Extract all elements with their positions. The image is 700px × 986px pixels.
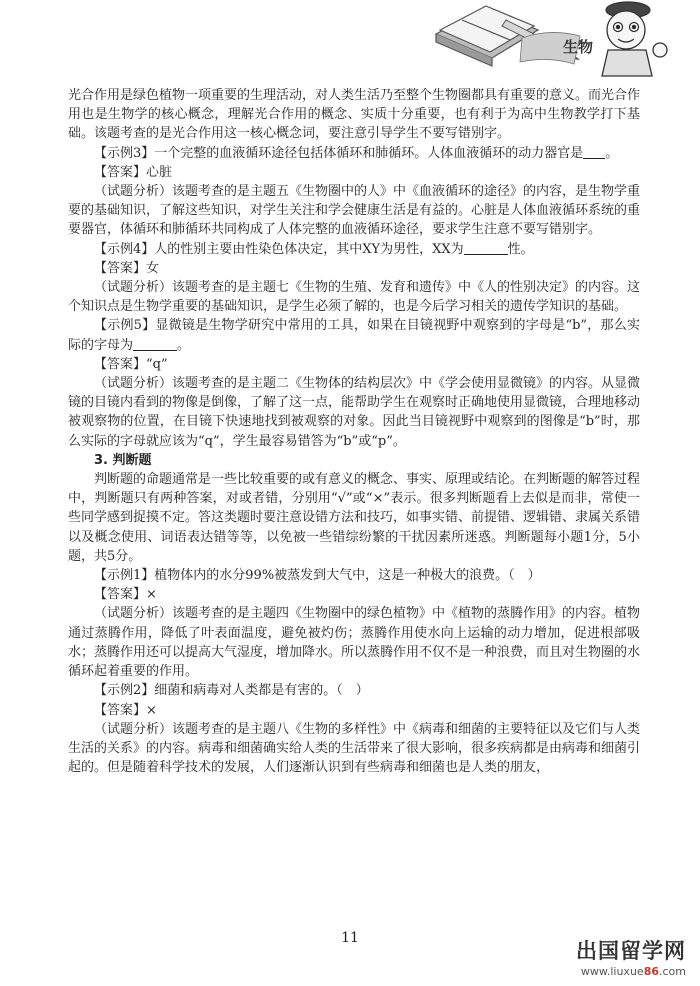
- cartoon-student-icon: [602, 2, 667, 76]
- paragraph: 光合作用是绿色植物一项重要的生理活动，对人类生活乃至整个生物圈都具有重要的意义。而光合作用也是生物学的核心概念，理解光合作用的概念、实质十分重要，也有利于为高中生物教学打下基础。该题考查的是光合作用这一核心概念词，要注意引导学生不要写错别字。: [68, 88, 641, 142]
- section-intro: 判断题的命题通常是一些比较重要的或有意义的概念、事实、原理或结论。在判断题的解答过程中，判断题只有两种答案，对或者错，分别用“√”或“×”表示。很多判断题看上去似是而非，常使一些同学感到捉摸不定。答这类题时要注意设错方法和技巧，如事实错、前提错、逻辑错、隶属关系错以及概念使用、词语表达错等等，以免被一些错综纷繁的干扰因素所迷惑。判断题每小题1分，5小题，共5分。: [68, 472, 641, 564]
- example-3-question: 【示例3】一个完整的血液循环途径包括体循环和肺循环。人体血液循环的动力器官是 。: [94, 145, 619, 161]
- example-5-answer: 【答案】“q”: [94, 356, 168, 372]
- section-heading: 3. 判断题: [94, 452, 152, 468]
- subject-label: 生物: [562, 37, 593, 56]
- example-4-question: 【示例4】人的性别主要由性染色体决定，其中XY为男性，XX为 性。: [94, 241, 534, 257]
- page-content: [68, 86, 640, 777]
- answer-blank: [133, 336, 177, 351]
- header-illustration: [422, 0, 672, 78]
- example-4-analysis: （试题分析）该题考查的是主题七《生物的生殖、发育和遗传》中《人的性别决定》的内容。这个知识点是生物学重要的基础知识，是学生必须了解的，也是今后学习相关的遗传学知识的基础。: [68, 280, 641, 315]
- tf-example-1-analysis: （试题分析）该题考查的是主题四《生物圈中的绿色植物》中《植物的蒸腾作用》的内容。植物通过蒸腾作用，降低了叶表面温度，避免被灼伤；蒸腾作用使水向上运输的动力增加，促进根部吸水；蒸腾作用还可以提高大气湿度，增加降水。所以蒸腾作用不仅不是一种浪费，而且对生物圈的水循环起着重要的作用。: [68, 606, 641, 680]
- example-5-question: 【示例5】显微镜是生物学研究中常用的工具，如果在目镜视野中观察到的字母是“b”，那么实际的字母为 。: [68, 318, 640, 353]
- tf-example-1-answer: 【答案】×: [94, 587, 157, 603]
- watermark-title: 出国留学网: [576, 939, 686, 963]
- example-3-answer: 【答案】心脏: [94, 164, 173, 180]
- example-5-analysis: （试题分析）该题考查的是主题二《生物体的结构层次》中《学会使用显微镜》的内容。从显微镜的目镜内看到的物像是倒像，了解了这一点，能帮助学生在观察时正确地使用显微镜，合理地移动被观察物的位置，在目镜下快速地找到被观察的对象。因此当目镜视野中观察到的图像是“b”时，那么实际的字母就应该为“q”，学生最容易错答为“b”或“p”。: [68, 376, 641, 449]
- tf-example-2-analysis: （试题分析）该题考查的是主题八《生物的多样性》中《病毒和细菌的主要特征以及它们与人类生活的关系》的内容。病毒和细菌确实给人类的生活带来了很大影响，很多疾病都是由病毒和细菌引起的。但是随着科学技术的发展，人们逐渐认识到有些病毒和细菌也是人类的朋友，: [68, 721, 641, 776]
- example-4-answer: 【答案】女: [94, 260, 160, 276]
- tf-example-2-answer: 【答案】×: [94, 702, 157, 718]
- tf-example-1-question: 【示例1】植物体内的水分99%被蒸发到大气中，这是一种极大的浪费。（ ）: [94, 568, 541, 584]
- answer-blank: [464, 240, 508, 255]
- page-number: 11: [341, 930, 359, 946]
- watermark-url: www.liuxue86.com: [580, 965, 686, 978]
- example-3-analysis: （试题分析）该题考查的是主题五《生物圈中的人》中《血液循环的途径》的内容，是生物学重要的基础知识，了解这些知识，对学生关注和学会健康生活是有益的。心脏是人体血液循环系统的重要器官，体循环和肺循环共同构成了人体完整的血液循环途径，要求学生注意不要写错别字。: [68, 184, 641, 238]
- watermark: [576, 935, 686, 978]
- tf-example-2-question: 【示例2】细菌和病毒对人类都是有害的。（ ）: [94, 683, 369, 699]
- answer-blank: [583, 144, 605, 159]
